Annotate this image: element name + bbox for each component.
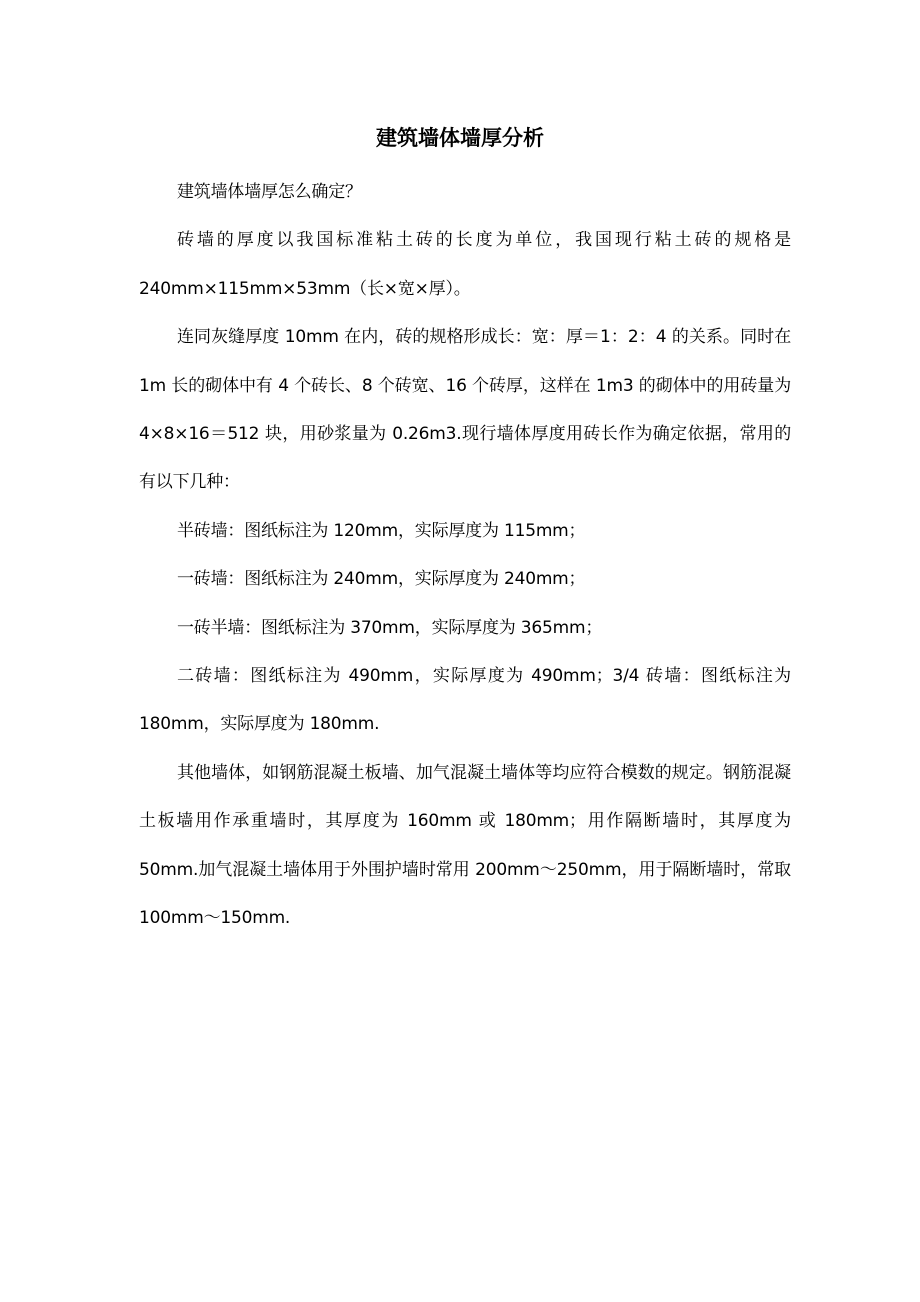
paragraph-half-brick-wall: 半砖墙：图纸标注为 120mm，实际厚度为 115mm； (177, 520, 586, 541)
document-title: 建筑墙体墙厚分析 (376, 126, 544, 150)
paragraph-other-walls: 其他墙体，如钢筋混凝土板墙、加气混凝土墙体等均应符合模数的规定。钢筋混凝土板墙用作承重墙时，其厚度为 160mm 或 180mm；用作隔断墙时，其厚度为 50mm.加气混凝土墙体用于外围护墙时常用 200mm～250mm，用于隔断墙时，常取 100mm～150mm. (139, 762, 791, 929)
paragraph-brick-spec: 砖墙的厚度以我国标准粘土砖的长度为单位，我国现行粘土砖的规格是240mm×115mm×53mm（长×宽×厚）。 (139, 230, 791, 299)
paragraph-brick-ratio: 连同灰缝厚度 10mm 在内，砖的规格形成长：宽：厚＝1：2：4 的关系。同时在 1m 长的砌体中有 4 个砖长、8 个砖宽、16 个砖厚，这样在 1m3 的砌体中的用砖量为 4×8×16＝512 块，用砂浆量为 0.26m3.现行墙体厚度用砖长作为确定依据，常用的有以下几种： (139, 327, 791, 493)
paragraph-one-brick-wall: 一砖墙：图纸标注为 240mm，实际厚度为 240mm； (177, 569, 586, 590)
paragraph-one-and-half-brick-wall: 一砖半墙：图纸标注为 370mm，实际厚度为 365mm； (177, 617, 603, 638)
paragraph-question: 建筑墙体墙厚怎么确定？ (177, 182, 362, 202)
paragraph-two-brick-wall: 二砖墙：图纸标注为 490mm，实际厚度为 490mm；3/4 砖墙：图纸标注为 180mm，实际厚度为 180mm. (139, 666, 791, 735)
document-body (139, 168, 791, 943)
